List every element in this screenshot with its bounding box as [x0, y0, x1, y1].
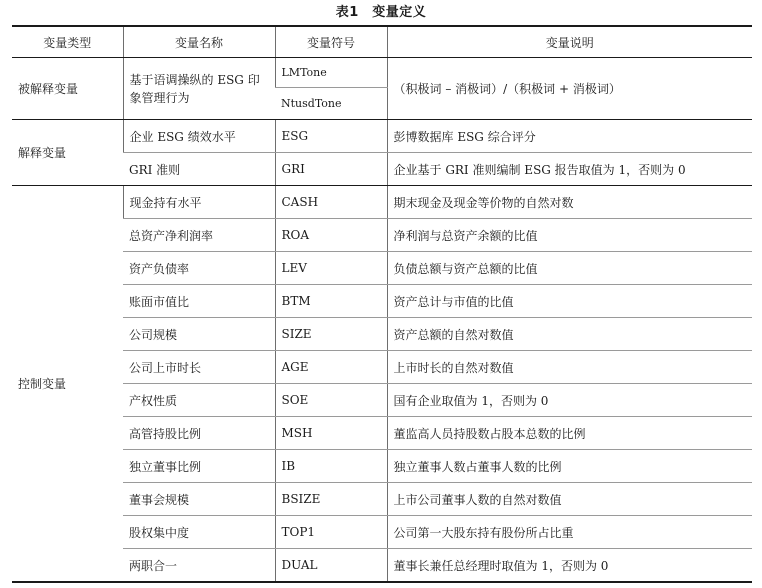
variable-name: 董事会规模 [123, 483, 275, 516]
variable-name: 账面市值比 [123, 285, 275, 318]
variable-name: 产权性质 [123, 384, 275, 417]
header-variable-type: 变量类型 [12, 26, 123, 58]
variable-symbol: BTM [275, 285, 387, 318]
table-row [12, 58, 752, 88]
group-control: 控制变量 [12, 186, 123, 583]
variable-name: 基于语调操纵的 ESG 印象管理行为 [123, 58, 275, 120]
variable-name: 企业 ESG 绩效水平 [123, 120, 275, 153]
variable-symbol: LEV [275, 252, 387, 285]
table-row [12, 351, 752, 384]
table-row [12, 285, 752, 318]
variable-description: 净利润与总资产余额的比值 [387, 219, 752, 252]
variable-definition-table [12, 25, 752, 583]
table-row [12, 417, 752, 450]
variable-description: 企业基于 GRI 准则编制 ESG 报告取值为 1，否则为 0 [387, 153, 752, 186]
table-row [12, 120, 752, 153]
header-variable-description: 变量说明 [387, 26, 752, 58]
table-row [12, 384, 752, 417]
table-row [12, 153, 752, 186]
variable-description: 董监高人员持股数占股本总数的比例 [387, 417, 752, 450]
variable-symbol: SOE [275, 384, 387, 417]
variable-name: 两职合一 [123, 549, 275, 583]
header-row [12, 26, 752, 58]
variable-symbol: ESG [275, 120, 387, 153]
table-row [12, 219, 752, 252]
table-caption: 表1 变量定义 [335, 5, 427, 20]
variable-name: 公司上市时长 [123, 351, 275, 384]
group-explanatory: 解释变量 [12, 120, 123, 186]
variable-description: 公司第一大股东持有股份所占比重 [387, 516, 752, 549]
variable-description: 上市时长的自然对数值 [387, 351, 752, 384]
variable-symbol: ROA [275, 219, 387, 252]
table-row [12, 186, 752, 219]
variable-description: 彭博数据库 ESG 综合评分 [387, 120, 752, 153]
variable-symbol: LMTone [275, 58, 387, 88]
variable-description: 资产总计与市值的比值 [387, 285, 752, 318]
variable-description: 董事长兼任总经理时取值为 1，否则为 0 [387, 549, 752, 583]
variable-name: 资产负债率 [123, 252, 275, 285]
group-dependent: 被解释变量 [12, 58, 123, 120]
variable-description: 独立董事人数占董事人数的比例 [387, 450, 752, 483]
table-row [12, 549, 752, 583]
variable-symbol: IB [275, 450, 387, 483]
header-variable-name: 变量名称 [123, 26, 275, 58]
variable-symbol: GRI [275, 153, 387, 186]
variable-symbol: SIZE [275, 318, 387, 351]
variable-name: 总资产净利润率 [123, 219, 275, 252]
variable-symbol: CASH [275, 186, 387, 219]
variable-name: 股权集中度 [123, 516, 275, 549]
header-variable-symbol: 变量符号 [275, 26, 387, 58]
variable-description: 期末现金及现金等价物的自然对数 [387, 186, 752, 219]
variable-description: 国有企业取值为 1，否则为 0 [387, 384, 752, 417]
variable-symbol: AGE [275, 351, 387, 384]
variable-name: GRI 准则 [123, 153, 275, 186]
table-row [12, 516, 752, 549]
variable-symbol: TOP1 [275, 516, 387, 549]
table-row [12, 318, 752, 351]
table-row [12, 252, 752, 285]
variable-description: 资产总额的自然对数值 [387, 318, 752, 351]
variable-name: 现金持有水平 [123, 186, 275, 219]
variable-symbol: BSIZE [275, 483, 387, 516]
variable-symbol: DUAL [275, 549, 387, 583]
variable-symbol: NtusdTone [275, 88, 387, 120]
table-row [12, 483, 752, 516]
variable-name: 公司规模 [123, 318, 275, 351]
variable-name: 高管持股比例 [123, 417, 275, 450]
variable-symbol: MSH [275, 417, 387, 450]
table-row [12, 450, 752, 483]
variable-description: 负债总额与资产总额的比值 [387, 252, 752, 285]
variable-description: （积极词 – 消极词）/（积极词 + 消极词） [387, 58, 752, 120]
variable-name: 独立董事比例 [123, 450, 275, 483]
variable-description: 上市公司董事人数的自然对数值 [387, 483, 752, 516]
